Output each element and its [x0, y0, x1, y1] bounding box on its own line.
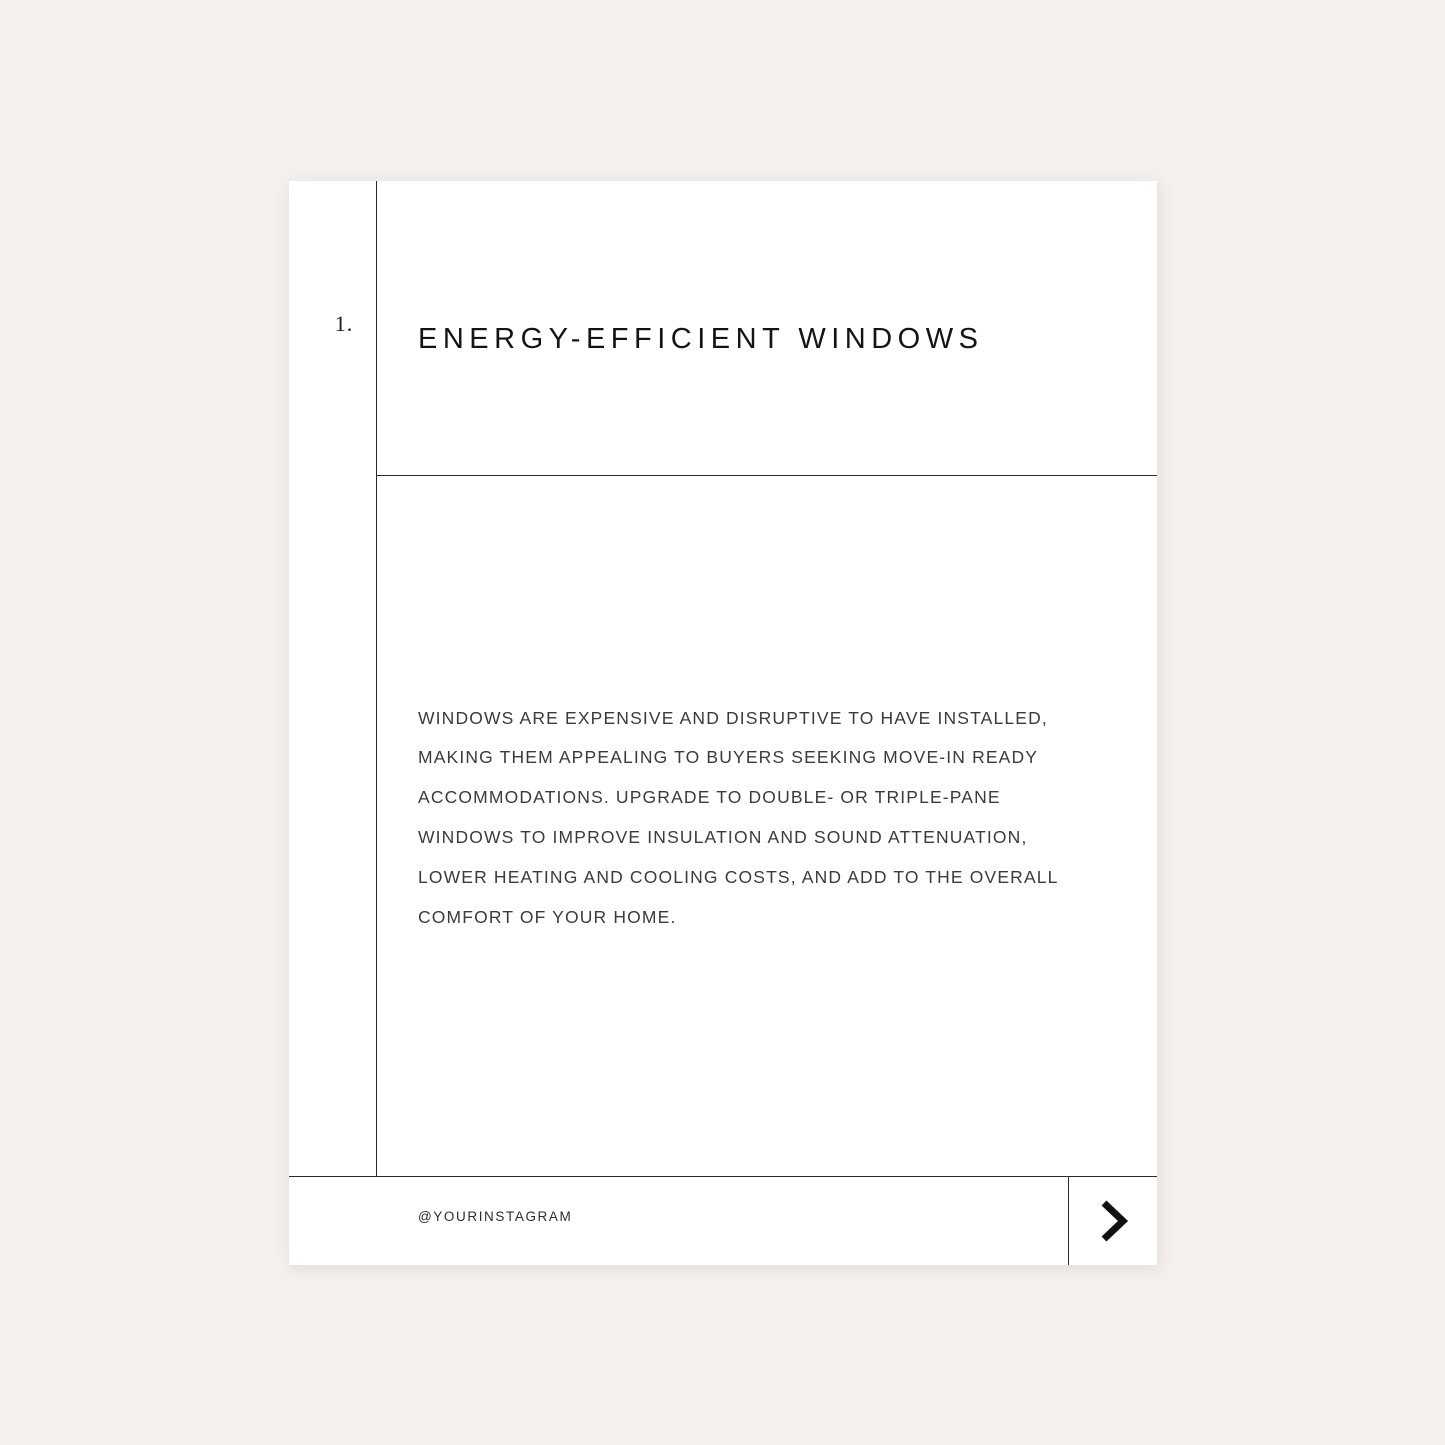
- instagram-handle: @YOURINSTAGRAM: [418, 1209, 573, 1224]
- next-button[interactable]: [1069, 1177, 1157, 1265]
- title-divider: [376, 475, 1157, 476]
- item-number: 1.: [334, 311, 354, 336]
- slide-card: [289, 181, 1157, 1265]
- body-text: WINDOWS ARE EXPENSIVE AND DISRUPTIVE TO HAVE INSTALLED, MAKING THEM APPEALING TO BUYERS SEEKING MOVE-IN READY ACCOMMODATIONS. UPGRADE TO DOUBLE- OR TRIPLE-PANE WINDOWS TO IMPROVE INSULATION AND SOUND ATTENUATION, LOWER HEATING AND COOLING COSTS, AND ADD TO THE OVERALL COMFORT OF YOUR HOME.: [418, 707, 1058, 927]
- card-footer: [289, 1177, 1157, 1265]
- vertical-divider: [376, 181, 377, 1176]
- chevron-right-icon: [1096, 1198, 1130, 1244]
- page-title: ENERGY-EFFICIENT WINDOWS: [418, 323, 984, 356]
